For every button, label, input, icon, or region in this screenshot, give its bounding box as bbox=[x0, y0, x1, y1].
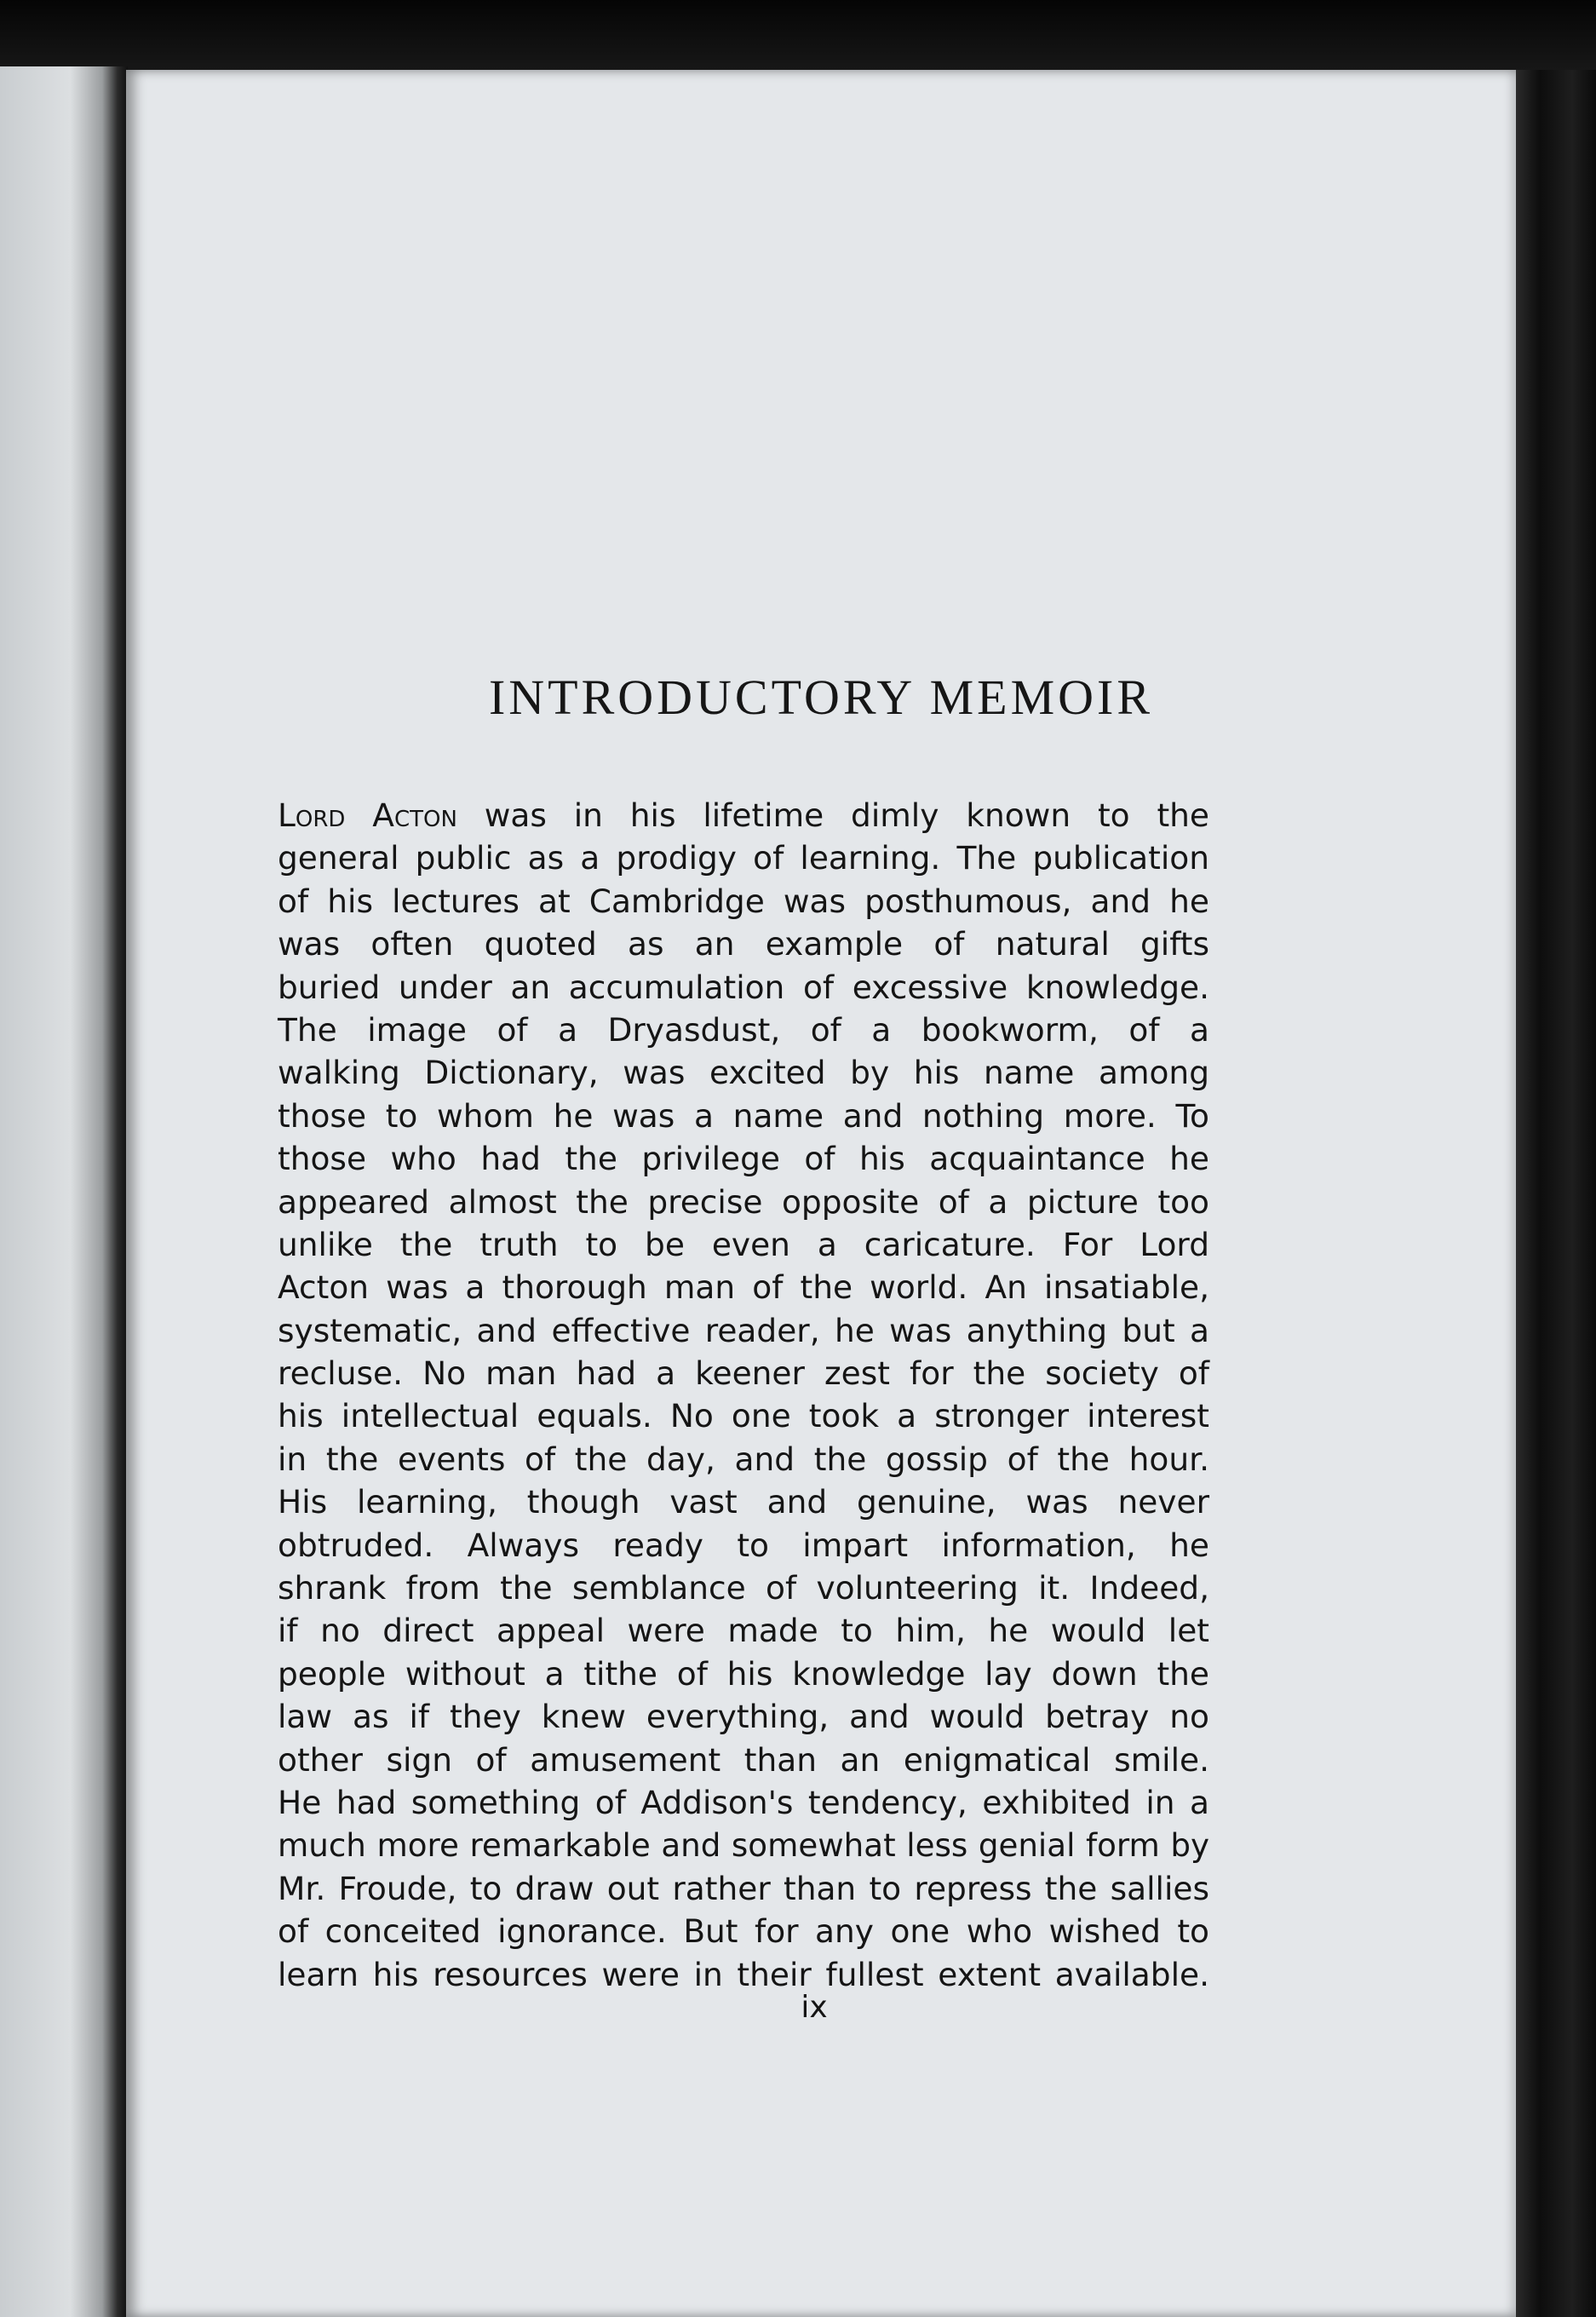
text-line: systematic, and effective reader, he was anything but a bbox=[278, 1311, 1209, 1349]
text-line: general public as a prodigy of learning. The publication bbox=[278, 839, 1209, 877]
text-line-1: Lord Acton was in his lifetime dimly known to the bbox=[278, 796, 1209, 834]
text-line: people without a tithe of his knowledge lay down the bbox=[278, 1654, 1209, 1693]
book-spine-edge bbox=[1516, 70, 1596, 2317]
text-line: obtruded. Always ready to impart information, he bbox=[278, 1526, 1209, 1564]
memoir-paragraph bbox=[278, 794, 1209, 1996]
text-line: learn his resources were in their fullest extent available. bbox=[278, 1955, 1209, 1993]
text-line: Acton was a thorough man of the world. An insatiable, bbox=[278, 1268, 1209, 1307]
text-line: law as if they knew everything, and would betray no bbox=[278, 1698, 1209, 1736]
text-line: He had something of Addison's tendency, exhibited in a bbox=[278, 1783, 1209, 1821]
text-line: of conceited ignorance. But for any one who wished to bbox=[278, 1912, 1209, 1951]
text-line: buried under an accumulation of excessive knowledge. bbox=[278, 968, 1209, 1006]
text-line: His learning, though vast and genuine, was never bbox=[278, 1483, 1209, 1521]
text-line: if no direct appeal were made to him, he would let bbox=[278, 1612, 1209, 1650]
text-line: appeared almost the precise opposite of a picture too bbox=[278, 1182, 1209, 1221]
text-line: shrank from the semblance of volunteering it. Indeed, bbox=[278, 1569, 1209, 1607]
text-line: of his lectures at Cambridge was posthumous, and he bbox=[278, 882, 1209, 920]
text-line: those to whom he was a name and nothing more. To bbox=[278, 1096, 1209, 1135]
text-line: his intellectual equals. No one took a stronger interest bbox=[278, 1397, 1209, 1435]
text-line: recluse. No man had a keener zest for the society of bbox=[278, 1354, 1209, 1393]
text-line: in the events of the day, and the gossip of the hour. bbox=[278, 1440, 1209, 1478]
text-line: The image of a Dryasdust, of a bookworm, of a bbox=[278, 1010, 1209, 1049]
text-line: Mr. Froude, to draw out rather than to repress the sallies bbox=[278, 1869, 1209, 1907]
text-line: was often quoted as an example of natural gifts bbox=[278, 925, 1209, 963]
facing-page-edge bbox=[0, 66, 128, 2317]
text-line: much more remarkable and somewhat less genial form by bbox=[278, 1826, 1209, 1865]
text-line: walking Dictionary, was excited by his name among bbox=[278, 1054, 1209, 1092]
lead-words: Lord Acton bbox=[278, 796, 457, 834]
scan-border-top bbox=[0, 0, 1596, 81]
page-title: INTRODUCTORY MEMOIR bbox=[488, 670, 1154, 725]
text-line: unlike the truth to be even a caricature. For Lord bbox=[278, 1225, 1209, 1263]
text-line: other sign of amusement than an enigmatical smile. bbox=[278, 1740, 1209, 1779]
text-line: those who had the privilege of his acquaintance he bbox=[278, 1140, 1209, 1178]
page-number: ix bbox=[801, 1990, 828, 2025]
